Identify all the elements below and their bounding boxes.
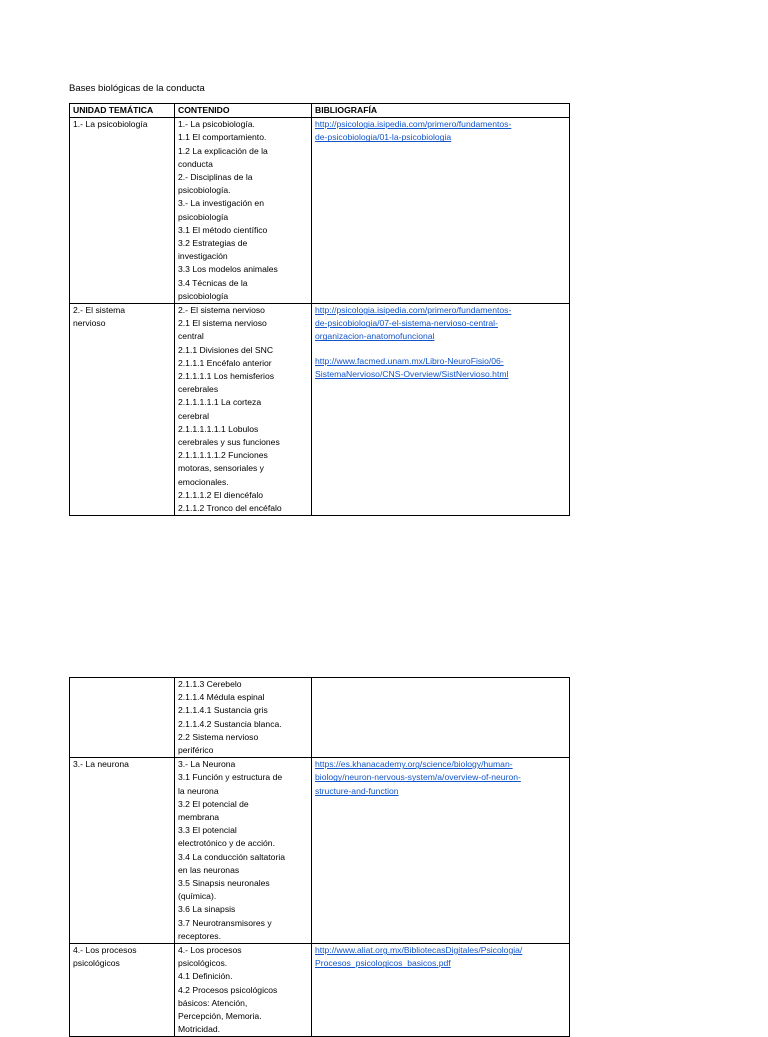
contenido-line: 2.1.1.4.1 Sustancia gris	[178, 705, 268, 716]
document-title: Bases biológicas de la conducta	[69, 83, 205, 94]
bibliografia-cell	[312, 304, 570, 516]
contenido-line: 3.1 Función y estructura de	[178, 772, 283, 783]
contenido-line: 3.2 Estrategias de	[178, 238, 248, 249]
table-row	[70, 758, 570, 944]
bibliography-link[interactable]	[315, 355, 565, 381]
bibliografia-cell	[312, 118, 570, 304]
link-spacer	[315, 344, 565, 355]
contenido-line: Percepción, Memoria.	[178, 1011, 262, 1022]
contenido-line: 2.1.1.1 Encéfalo anterior	[178, 357, 272, 368]
contenido-line: psicobiología	[178, 211, 229, 222]
contenido-line: 1.- La psicobiología.	[178, 119, 255, 130]
contenido-line: en las neuronas	[178, 864, 240, 875]
unidad-cell	[70, 678, 175, 758]
contenido-line: conducta	[178, 158, 213, 169]
contenido-line: 2.1.1.1.1.1.1 Lobulos	[178, 423, 259, 434]
contenido-line: emocionales.	[178, 476, 229, 487]
contenido-line: 2.1 El sistema nervioso	[178, 318, 267, 329]
contenido-line: membrana	[178, 812, 220, 823]
contenido-line: 2.1.1.1.1 Los hemisferios	[178, 371, 275, 382]
table-header-row	[70, 104, 570, 118]
link-text: http://psicologia.isipedia.com/primero/fundamentos-	[315, 119, 512, 130]
contenido-line: 2.1.1.3 Cerebelo	[178, 679, 242, 689]
contenido-line: 2.1.1.4.2 Sustancia blanca.	[178, 718, 282, 729]
contenido-line: 3.1 El método científico	[178, 224, 268, 235]
contenido-line: 4.2 Procesos psicológicos	[178, 984, 278, 995]
table-row	[70, 118, 570, 304]
contenido-line: periférico	[178, 745, 214, 756]
contenido-line: central	[178, 331, 204, 342]
contenido-line: 2.1.1.4 Médula espinal	[178, 692, 265, 703]
contenido-cell	[175, 304, 312, 516]
contenido-line: receptores.	[178, 930, 221, 941]
syllabus-table-2	[69, 677, 570, 1037]
link-text: biology/neuron-nervous-system/a/overview-of-neuron-	[315, 772, 521, 783]
table-row	[70, 304, 570, 516]
contenido-line: 3.4 La conducción saltatoria	[178, 851, 286, 862]
link-text: organizacion-anatomofuncional	[315, 331, 435, 342]
contenido-line: 3.- La investigación en	[178, 198, 264, 209]
unidad-text: 3.- La neurona	[73, 759, 129, 770]
link-text: Procesos_psicologicos_basicos.pdf	[315, 958, 451, 969]
contenido-cell	[175, 678, 312, 758]
contenido-line: básicos: Atención,	[178, 997, 248, 1008]
contenido-line: la neurona	[178, 785, 219, 796]
contenido-line: electrotónico y de acción.	[178, 838, 275, 849]
contenido-line: 3.7 Neurotransmisores y	[178, 917, 272, 928]
table-row	[70, 678, 570, 758]
contenido-line: 1.1 El comportamiento.	[178, 132, 267, 143]
contenido-line: cerebral	[178, 410, 210, 421]
bibliography-link[interactable]	[315, 944, 565, 970]
link-text: de-psicobiologia/07-el-sistema-nervioso-central-	[315, 318, 498, 329]
unidad-cell	[70, 304, 175, 516]
contenido-line: 4.1 Definición.	[178, 971, 233, 982]
link-text: http://www.aliat.org.mx/BibliotecasDigitales/Psicologia/	[315, 945, 523, 956]
unidad-text: psicológicos	[73, 958, 120, 969]
bibliografia-cell	[312, 944, 570, 1037]
contenido-line: 4.- Los procesos	[178, 945, 242, 956]
contenido-line: 2.1.1 Divisiones del SNC	[178, 344, 274, 355]
unidad-text: 2.- El sistema	[73, 305, 126, 316]
header-unidad: UNIDAD TEMÁTICA	[70, 104, 175, 118]
contenido-cell	[175, 118, 312, 304]
contenido-line: 1.2 La explicación de la	[178, 145, 268, 156]
table-body	[70, 678, 570, 1037]
contenido-line: psicológicos.	[178, 958, 228, 969]
contenido-line: 2.1.1.1.2 El diencéfalo	[178, 489, 264, 500]
link-text: http://psicologia.isipedia.com/primero/fundamentos-	[315, 305, 512, 316]
bibliografia-cell	[312, 758, 570, 944]
table-body	[70, 118, 570, 516]
link-text: SistemaNervioso/CNS-Overview/SistNervioso.html	[315, 368, 509, 379]
contenido-line: cerebrales y sus funciones	[178, 437, 280, 448]
contenido-cell	[175, 758, 312, 944]
contenido-line: 3.- La Neurona	[178, 759, 236, 770]
contenido-line: Motricidad.	[178, 1024, 221, 1035]
unidad-text: 1.- La psicobiología	[73, 119, 148, 130]
header-bibliografia: BIBLIOGRAFÍA	[312, 104, 570, 118]
contenido-line: 3.6 La sinapsis	[178, 904, 236, 915]
contenido-line: 2.1.1.1.1.1.2 Funciones	[178, 450, 268, 461]
bibliography-link[interactable]	[315, 758, 565, 798]
contenido-line: 2.2 Sistema nervioso	[178, 731, 259, 742]
contenido-line: 2.1.1.2 Tronco del encéfalo	[178, 503, 282, 514]
contenido-line: cerebrales	[178, 384, 219, 395]
contenido-line: 3.3 El potencial	[178, 825, 237, 836]
link-text: https://es.khanacademy.org/science/biology/human-	[315, 759, 513, 770]
link-text: structure-and-function	[315, 785, 399, 796]
contenido-line: 2.- El sistema nervioso	[178, 305, 265, 316]
contenido-line: 3.5 Sinapsis neuronales	[178, 878, 270, 889]
contenido-line: 3.4 Técnicas de la	[178, 277, 248, 288]
contenido-line: (química).	[178, 891, 217, 902]
header-contenido: CONTENIDO	[175, 104, 312, 118]
unidad-cell	[70, 118, 175, 304]
contenido-cell	[175, 944, 312, 1037]
bibliography-link[interactable]	[315, 304, 565, 344]
unidad-text: 4.- Los procesos	[73, 945, 137, 956]
unidad-text: nervioso	[73, 318, 106, 329]
contenido-line: psicobiología	[178, 290, 229, 301]
contenido-line: investigación	[178, 251, 228, 262]
contenido-line: 2.1.1.1.1.1 La corteza	[178, 397, 262, 408]
link-text: http://www.facmed.unam.mx/Libro-NeuroFisio/06-	[315, 355, 504, 366]
contenido-line: 2.- Disciplinas de la	[178, 172, 253, 183]
contenido-line: psicobiología.	[178, 185, 231, 196]
unidad-cell	[70, 944, 175, 1037]
table-row	[70, 944, 570, 1037]
contenido-line: motoras, sensoriales y	[178, 463, 264, 474]
link-text: de-psicobiologia/01-la-psicobiologia	[315, 132, 452, 143]
bibliografia-cell	[312, 678, 570, 758]
contenido-line: 3.2 El potencial de	[178, 798, 249, 809]
contenido-line: 3.3 Los modelos animales	[178, 264, 278, 275]
unidad-cell	[70, 758, 175, 944]
bibliography-link[interactable]	[315, 118, 565, 144]
syllabus-table-1	[69, 103, 570, 516]
